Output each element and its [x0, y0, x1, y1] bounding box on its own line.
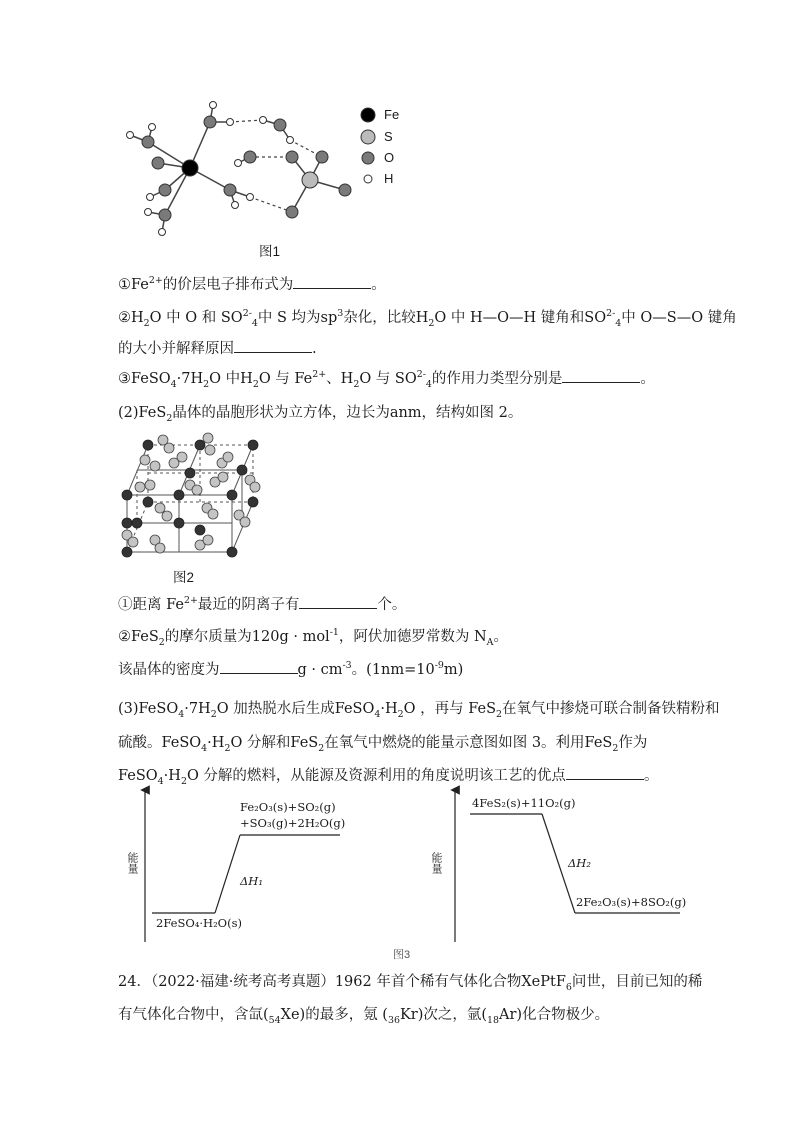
q24-line2: 有气体化合物中，含氙$(_{54}Xe)$的最多，氪 $(_{36}Kr)$次之，氩$(_{18}Ar)$化合物极少。 — [118, 1007, 610, 1026]
q2-intro: (2)FeS$_2$晶体的晶胞形状为立方体，边长为anm，结构如图 2。 — [118, 405, 523, 424]
fig3-left-bottom: 2FeSO₄·H₂O(s) — [156, 916, 242, 930]
fig1-legend-markers — [358, 106, 378, 186]
q24-line1: 24．（2022·福建·统考高考真题）1962 年首个稀有气体化合物XePtF$_6$问世，目前已知的稀 — [118, 974, 703, 993]
fig3-right-bottom: 2Fe₂O₃(s)+8SO₂(g) — [576, 895, 687, 909]
fig3-right-delta: ΔH₂ — [568, 856, 591, 870]
fig3-energy-diagrams — [0, 780, 800, 950]
q3-line1: $(3)FeSO_4\cdot 7H_2O$ 加热脱水后生成$FeSO_4\cdot H_2O$ ，再与 FeS$_2$在氧气中掺烧可联合制备铁精粉和 — [118, 701, 720, 720]
fig3-caption: 图3 — [393, 949, 411, 961]
q1-item2-line1: $②H_2O$ 中 O 和 $SO^{2-}_4$中 S 均为$sp^3$杂化，比较$H_2O$ 中 H—O—H 键角和$SO^{2-}_4$中 O—S—O 键角 — [118, 308, 737, 329]
q2-item3: 该晶体的密度为 $g \cdot cm^{-3}$。$(1nm=10^{-9}m)$ — [118, 660, 464, 678]
q1-item2-line2: 的大小并解释原因 . — [118, 337, 317, 358]
fig1-structure — [110, 95, 370, 245]
q2-item2: ②FeS$_2$的摩尔质量为120g · mol$^{-1}$，阿伏加德罗常数为 $N_A$。 — [118, 627, 508, 648]
fig2-caption: 图2 — [173, 570, 195, 585]
q3-line3: $FeSO_4\cdot H_2O$ 分解的燃料，从能源及资源利用的角度说明该工艺的优点 。 — [118, 764, 658, 787]
fig3-left-delta: ΔH₁ — [240, 874, 263, 888]
fig1-caption: 图1 — [259, 244, 281, 259]
fig3-right-top: 4FeS₂(s)+11O₂(g) — [472, 796, 576, 810]
fig3-left-top1: Fe₂O₃(s)+SO₂(g) — [240, 800, 336, 814]
q1-item3: $③FeSO_4\cdot 7H_2O$ 中$H_2O$ 与 $Fe^{2+}$、$H_2O$ 与 $SO^{2-}_4$的作用力类型分别是 。 — [118, 369, 655, 390]
q3-line2: 硫酸。$FeSO_4\cdot H_2O$ 分解和FeS$_2$在氧气中燃烧的能量示意图如图 3。利用FeS$_2$作为 — [118, 735, 648, 754]
legend-h: H — [384, 171, 394, 186]
fig2-crystal-cell — [115, 430, 275, 565]
q1-item1: $①Fe^{2+}$的价层电子排布式为 。 — [118, 275, 386, 293]
fig3-right-ylabel: 能量 — [430, 852, 442, 874]
fig3-left-top2: +SO₃(g)+2H₂O(g) — [240, 816, 346, 830]
legend-s: S — [384, 129, 393, 144]
fig3-left-ylabel: 能量 — [126, 852, 138, 874]
q2-item1: ①距离 $Fe^{2+}$最近的阴离子有 个。 — [118, 595, 407, 613]
legend-fe: Fe — [384, 107, 400, 122]
legend-o: O — [384, 150, 395, 165]
